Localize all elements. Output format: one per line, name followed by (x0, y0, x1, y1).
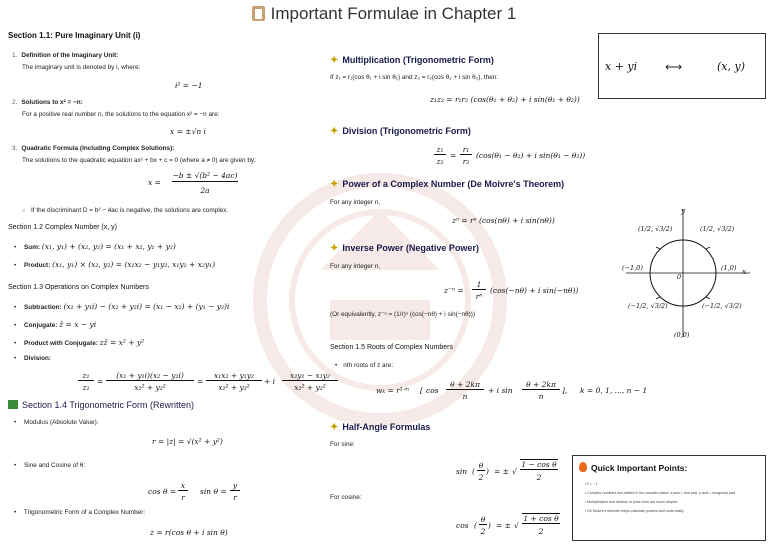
sparkle-icon: ✦ (330, 422, 339, 433)
div-r2-den: x₂² + y₂² (294, 383, 326, 392)
section-1-5-heading: Section 1.5 Roots of Complex Numbers (330, 344, 453, 351)
roots-range: k = 0, 1, ..., n − 1 (580, 386, 648, 395)
inverse-equivalent: (Or equivalently, z⁻ⁿ = (1/r)ⁿ (cos(−nθ) + i sin(−nθ))) (330, 311, 476, 318)
div-eq-1: = (97, 377, 104, 386)
modulus-label: • Modulus (Absolute Value): (14, 419, 99, 426)
half-sin-eq: = ± (494, 467, 509, 476)
clipboard-icon (252, 6, 265, 21)
roots-plus-i-sin: + i sin (488, 386, 513, 395)
section-1-2-heading: Section 1.2 Complex Number (x, y) (8, 224, 117, 231)
power-formula: zⁿ = rⁿ (cos(nθ) + i sin(nθ)) (452, 216, 555, 225)
div-lhs-den: z₂ (82, 383, 90, 392)
sum-row: • Sum: (x₁, y₁) + (x₂, y₂) = (x₁ + x₂, y₁ + y₂) (14, 242, 176, 251)
quadratic-formula-denominator: 2a (200, 186, 210, 195)
div-trig-rest: (cos(θ₁ − θ₂) + i sin(θ₁ − θ₂)) (476, 151, 586, 160)
quick-point-2: • Complex numbers are plotted in the complex plane: x-axis = real part, y-axis = imaginary part. (585, 491, 737, 495)
roots-n1: θ + 2kπ (446, 380, 484, 390)
quick-point-3: • Multiplication and division in polar form are much simpler. (585, 500, 679, 504)
half-sin-rad-den: 2 (536, 473, 542, 482)
sparkle-icon: ✦ (330, 55, 339, 66)
half-sin-paren-open: ( (472, 467, 475, 476)
roots-cos: cos (426, 386, 439, 395)
item-1-text: The imaginary unit is denoted by i, where: (22, 64, 141, 71)
multiplication-text: If z₁ = r₁(cos θ₁ + i sin θ₁) and z₂ = r₂(cos θ₂ + i sin θ₂), then: (330, 74, 499, 81)
half-cos-paren-open: ( (474, 521, 477, 530)
inverse-power-text: For any integer n, (330, 263, 381, 270)
division-label: • Division: (14, 355, 51, 362)
half-cos-arg-num: θ (480, 515, 486, 524)
quick-points-heading: Quick Important Points: (579, 462, 687, 473)
cos-num: x (178, 481, 188, 491)
div-trig-lhs-den: z₂ (436, 157, 444, 166)
watermark-logo (200, 150, 560, 450)
sparkle-icon: ✦ (330, 179, 339, 190)
item-3-text: The solutions to the quadratic equation ax² + bx + c = 0 (where a ≠ 0) are given by: (22, 157, 256, 164)
half-cos-arg-den: 2 (480, 527, 486, 536)
inverse-power-heading: ✦ Inverse Power (Negative Power) (330, 243, 479, 254)
div-trig-r-num: r₁ (460, 145, 472, 155)
sparkle-icon: ✦ (330, 126, 339, 137)
product-row: • Product: (x₁, y₁) × (x₂, y₂) = (x₁x₂ − y₁y₂, x₁y₂ + x₂y₁) (14, 260, 215, 269)
inverse-rest: (cos(−nθ) + i sin(−nθ)) (490, 286, 579, 295)
div-plus-i: + i (264, 377, 276, 386)
trig-form-label: • Trigonometric Form of a Complex Number: (14, 509, 145, 516)
circle-point-bottom-right: (−1/2, √3/2) (702, 302, 742, 310)
discriminant-note: ○ If the discriminant D = b² − 4ac is negative, the solutions are complex. (22, 207, 228, 214)
half-sine-label: For sine: (330, 441, 355, 448)
half-cos-root: √ (514, 521, 519, 530)
formula-i-squared: i² = −1 (175, 81, 203, 90)
roots-item: • nth roots of z are: (335, 362, 393, 369)
half-sin-paren-close: ) (486, 467, 489, 476)
half-cos-rad-num: 1 + cos θ (523, 514, 559, 523)
item-2-text: For a positive real number n, the solutions to the equation x² = −n are: (22, 111, 220, 118)
div-eq-2: = (197, 377, 204, 386)
division-heading: ✦ Division (Trigonometric Form) (330, 126, 471, 137)
book-icon (8, 400, 18, 409)
half-cos-eq: = ± (496, 521, 511, 530)
multiplication-formula: z₁z₂ = r₁r₂ (cos(θ₁ + θ₂) + i sin(θ₁ + θ₂)) (430, 95, 580, 104)
quick-point-1: • i² = −1 (585, 482, 598, 486)
quadratic-formula-lhs: x = (148, 178, 161, 187)
div-r2-num: x₂y₁ − x₁y₂ (282, 371, 338, 381)
mapping-left: x + yi (605, 60, 638, 73)
section-1-4-heading: Section 1.4 Trigonometric Form (Rewritten) (8, 400, 194, 410)
item-3-label: 3. Quadratic Formula (Including Complex Solutions): (12, 145, 175, 152)
conjugate-row: • Conjugate: z̄ = x − yi (14, 320, 96, 329)
div-lhs-num: z₁ (78, 371, 94, 381)
sin-num: y (230, 481, 240, 491)
fire-icon (579, 462, 587, 472)
div-r1-num: x₁x₂ + y₁y₂ (206, 371, 262, 381)
item-2-label: 2. Solutions to x² = −n: (12, 99, 83, 106)
roots-n2: θ + 2kπ (522, 380, 560, 390)
power-heading: ✦ Power of a Complex Number (De Moivre's Theorem) (330, 179, 565, 190)
item-1-label: 1. Definition of the Imaginary Unit: (12, 52, 119, 59)
roots-d2: n (538, 392, 544, 401)
circle-point-bottom: (0,0) (674, 331, 690, 339)
roots-bracket-open: [ (420, 386, 423, 395)
circle-point-top-left: (1/2, √3/2) (638, 225, 673, 233)
div-trig-r-den: r₂ (462, 157, 470, 166)
div-mid-den: x₂² + y₂² (134, 383, 166, 392)
cos-lhs: cos θ = (148, 487, 177, 496)
circle-x-label: x (742, 267, 747, 276)
inverse-lhs: z⁻ⁿ = (444, 286, 464, 295)
circle-point-left: (−1,0) (622, 264, 643, 272)
inverse-num: 1 (472, 280, 486, 290)
circle-origin: 0 (677, 273, 682, 281)
div-trig-eq: = (450, 151, 457, 160)
half-sin-root: √ (512, 467, 517, 476)
product-conjugate-row: • Product with Conjugate: zz̄ = x² + y² (14, 338, 144, 347)
complex-plane-mapping-box (598, 33, 766, 99)
page-title: Important Formulae in Chapter 1 (0, 4, 768, 24)
modulus-formula: r = |z| = √(x² + y²) (152, 437, 223, 446)
trig-form-formula: z = r(cos θ + i sin θ) (150, 528, 228, 537)
div-trig-lhs-num: z₁ (434, 145, 446, 155)
circle-y-label: y (681, 206, 686, 215)
subtraction-row: • Subtraction: (x₁ + y₁i) − (x₂ + y₂i) = (x₁ − x₂) + (y₁ − y₂)i (14, 302, 229, 311)
multiplication-heading: ✦ Multiplication (Trigonometric Form) (330, 55, 494, 66)
circle-point-right: (1,0) (721, 264, 737, 272)
half-cos-rad-den: 2 (538, 527, 544, 536)
roots-d1: n (462, 392, 468, 401)
sin-lhs: sin θ = (200, 487, 227, 496)
sparkle-icon: ✦ (330, 243, 339, 254)
half-angle-heading: ✦ Half-Angle Formulas (330, 422, 431, 433)
unit-circle-diagram (620, 203, 760, 343)
div-mid-num: (x₁ + y₁i)(x₂ − y₂i) (106, 371, 194, 381)
roots-bracket-close: ], (562, 386, 568, 395)
half-sin-lhs: sin (456, 467, 468, 476)
section-1-1-heading: Section 1.1: Pure Imaginary Unit (i) (8, 31, 141, 40)
half-cos-lhs: cos (456, 521, 469, 530)
cos-den: r (181, 493, 185, 502)
half-sin-rad-num: 1 − cos θ (521, 460, 557, 469)
quick-points-box (572, 455, 766, 541)
section-1-3-heading: Section 1.3 Operations on Complex Numbers (8, 284, 149, 291)
formula-x-pm-root-n: x = ±√n i (170, 127, 206, 136)
power-text: For any integer n, (330, 199, 381, 206)
sin-den: r (233, 493, 237, 502)
circle-point-top-right: (1/2, √3/2) (700, 225, 735, 233)
roots-lhs: wₖ = r¹ᐟⁿ (376, 386, 410, 395)
quick-point-4: • De Moivre's theorem helps calculate powers and roots easily. (585, 509, 685, 513)
half-sin-arg-num: θ (478, 461, 484, 470)
mapping-right: (x, y) (717, 60, 745, 73)
mapping-arrow: ⟷ (665, 60, 683, 74)
quadratic-formula-numerator: −b ± √(b² − 4ac) (172, 171, 238, 180)
half-cos-paren-close: ) (488, 521, 491, 530)
inverse-den: rⁿ (475, 292, 483, 301)
circle-point-bottom-left: (−1/2, √3/2) (628, 302, 668, 310)
half-sin-arg-den: 2 (478, 473, 484, 482)
sine-cosine-label: • Sine and Cosine of θ: (14, 462, 85, 469)
half-cosine-label: For cosine: (330, 494, 362, 501)
div-r1-den: x₂² + y₂² (218, 383, 250, 392)
